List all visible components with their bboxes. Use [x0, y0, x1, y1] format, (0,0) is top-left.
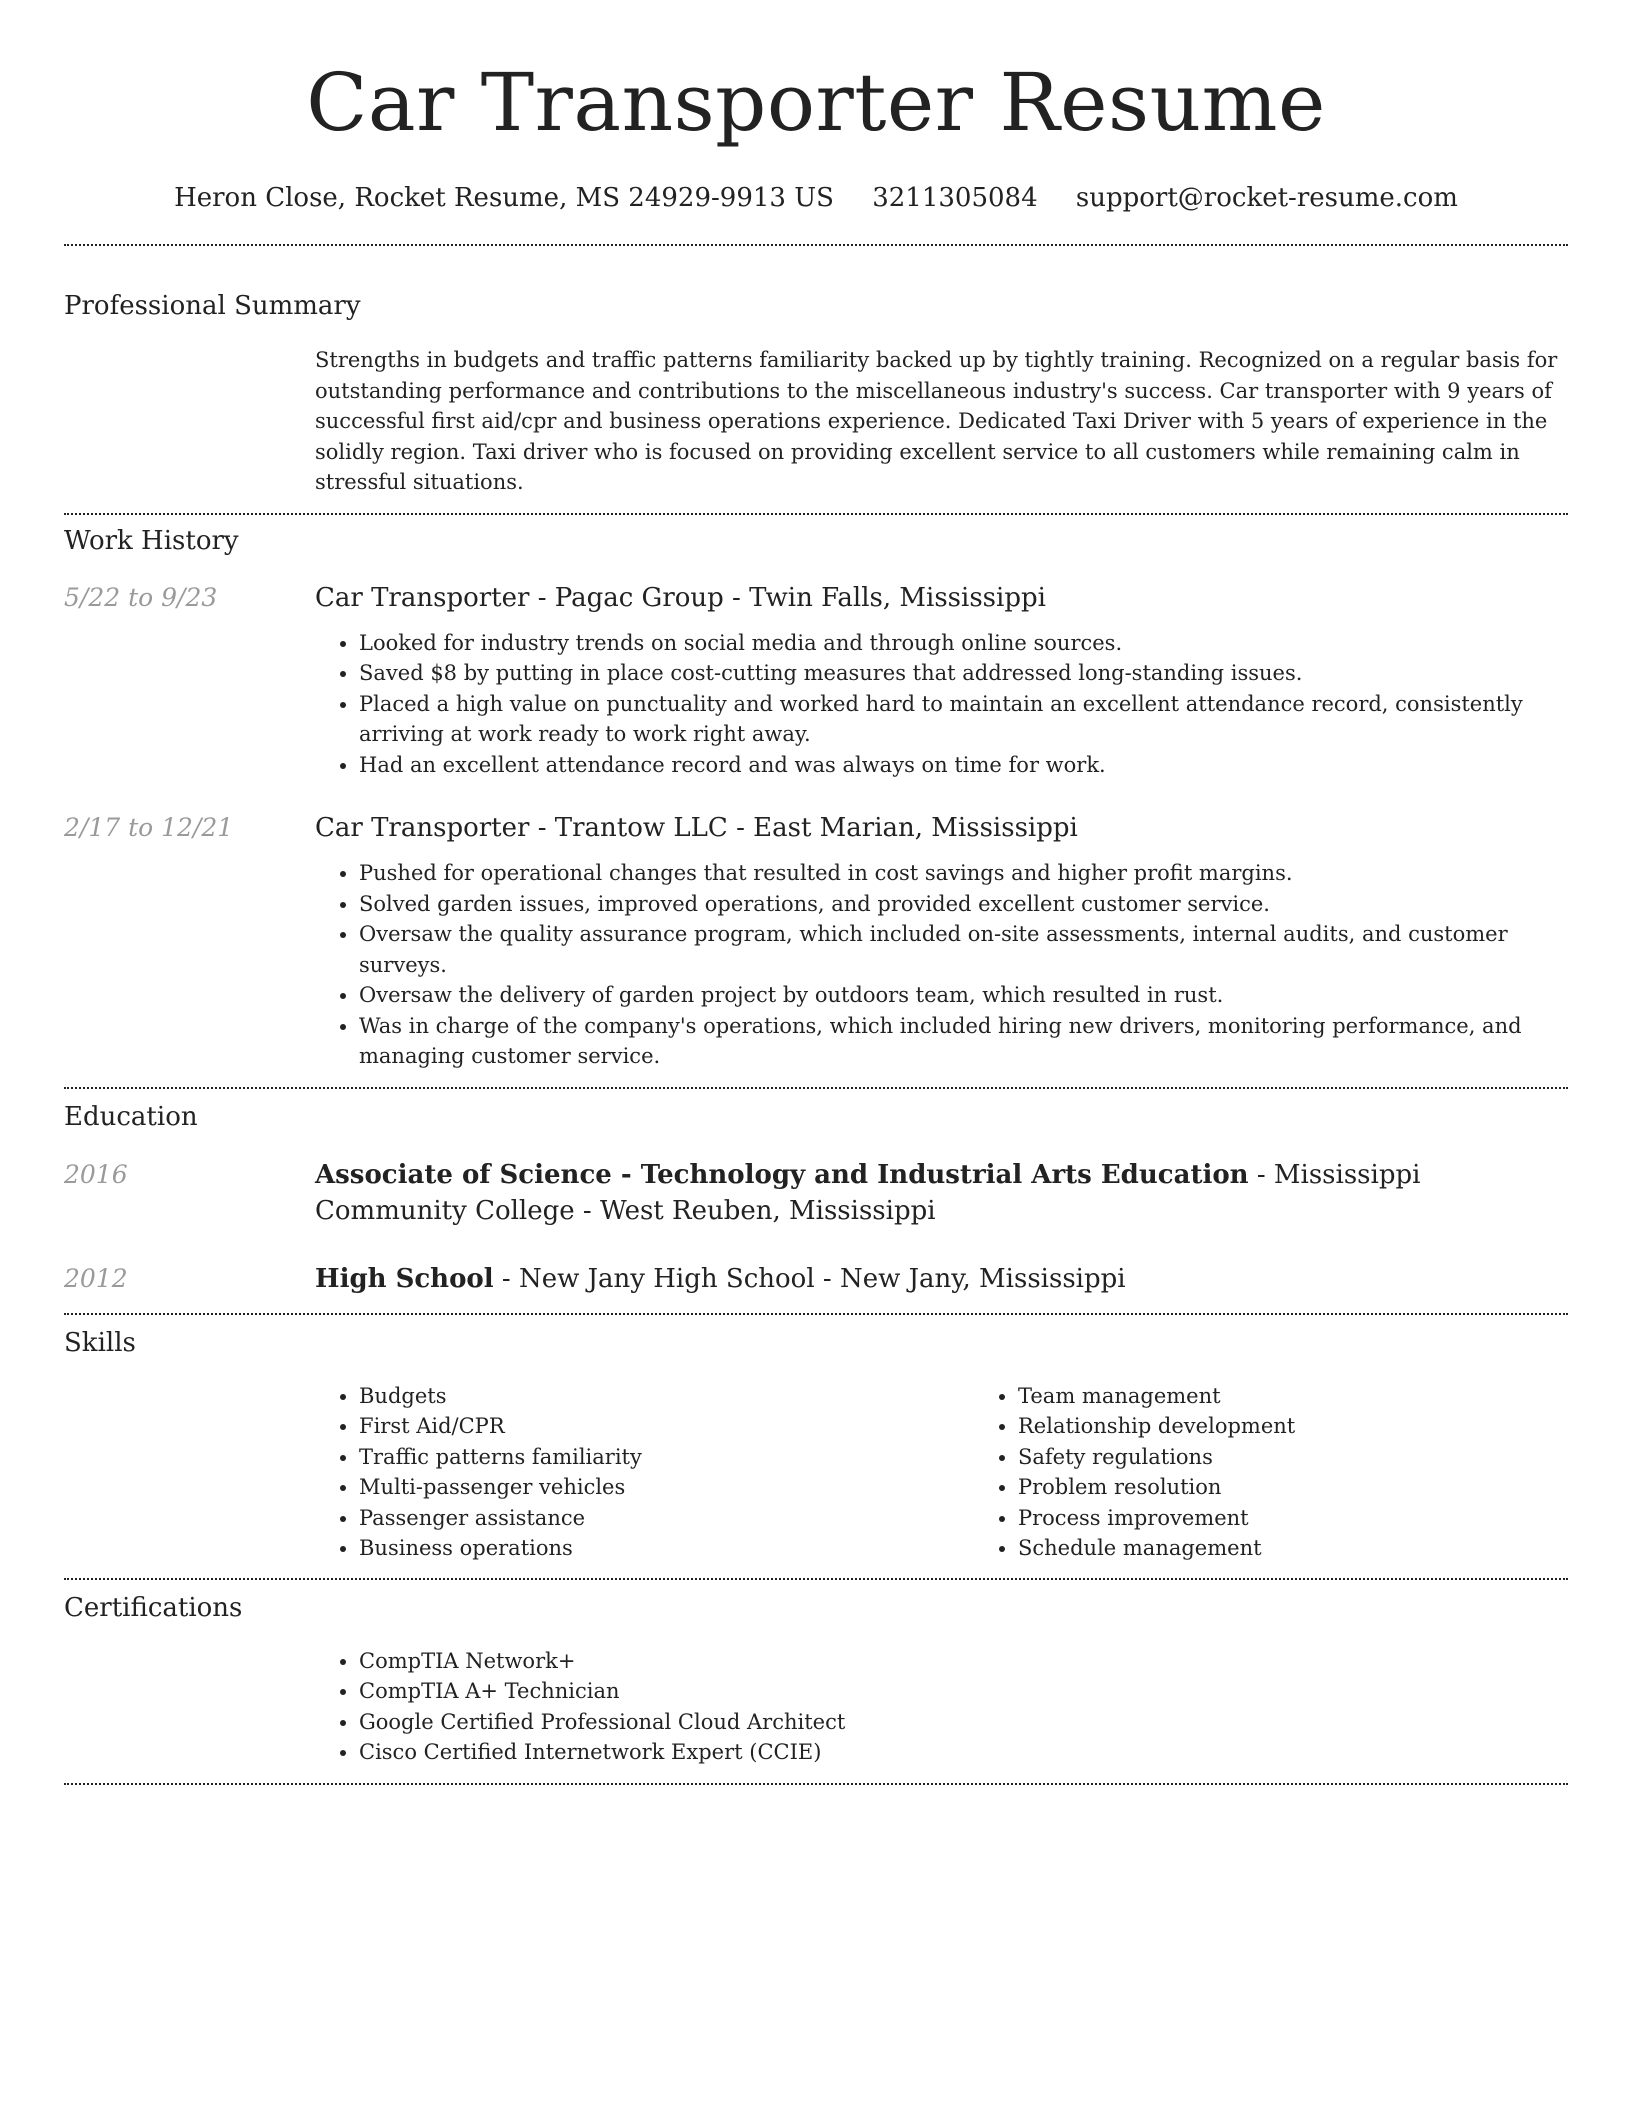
list-item: • Traffic patterns familiarity	[359, 1442, 974, 1473]
job-body	[315, 810, 1568, 1072]
job-title: Car Transporter - Trantow LLC - East Marian, Mississippi	[315, 813, 1078, 843]
certifications-block	[315, 1646, 1568, 1768]
section-divider	[64, 1783, 1568, 1785]
job-dates: 5/22 to 9/23	[64, 582, 218, 612]
contact-email: support@rocket-resume.com	[1075, 183, 1458, 213]
skills-title: Skills	[64, 1327, 136, 1358]
education-body	[315, 1157, 1568, 1229]
list-item: • Safety regulations	[1018, 1442, 1632, 1473]
job-bullets	[315, 858, 1568, 1072]
list-item: • Placed a high value on punctuality and worked hard to maintain an excellent attendance record, consistently arriving at work ready to work right away.	[359, 689, 1568, 750]
list-item: • Solved garden issues, improved operations, and provided excellent customer service.	[359, 889, 1568, 920]
resume-header	[64, 0, 1568, 216]
education-school: - Mississippi Community College - West Reuben, Mississippi	[315, 1159, 1421, 1226]
contact-phone: 3211305084	[872, 183, 1038, 213]
education-body	[315, 1261, 1568, 1297]
summary-section	[64, 246, 1568, 498]
education-degree: High School	[315, 1263, 494, 1294]
skills-grid	[315, 1381, 1568, 1564]
education-degree: Associate of Science - Technology and Industrial Arts Education	[315, 1159, 1249, 1190]
work-title: Work History	[64, 525, 239, 556]
job-bullets	[315, 628, 1568, 781]
education-entry	[64, 1261, 1568, 1297]
list-item: • Oversaw the quality assurance program, which included on-site assessments, internal audits, and customer surveys.	[359, 919, 1568, 980]
education-year: 2012	[64, 1263, 128, 1293]
list-item: • Relationship development	[1018, 1411, 1632, 1442]
list-item: • Pushed for operational changes that resulted in cost savings and higher profit margins.	[359, 858, 1568, 889]
list-item: • Team management	[1018, 1381, 1632, 1412]
list-item: • Was in charge of the company's operations, which included hiring new drivers, monitoring performance, and managing customer service.	[359, 1011, 1568, 1072]
skills-list-right	[974, 1381, 1632, 1564]
list-item: • Passenger assistance	[359, 1503, 974, 1534]
contact-address: Heron Close, Rocket Resume, MS 24929-9913 US	[174, 183, 834, 213]
certifications-section	[64, 1580, 1568, 1768]
list-item: • Oversaw the delivery of garden project by outdoors team, which resulted in rust.	[359, 980, 1568, 1011]
contact-line	[64, 180, 1568, 216]
list-item: • Saved $8 by putting in place cost-cutting measures that addressed long-standing issues.	[359, 658, 1568, 689]
list-item: • Schedule management	[1018, 1533, 1632, 1564]
work-section	[64, 515, 1568, 1072]
list-item: • Had an excellent attendance record and was always on time for work.	[359, 750, 1568, 781]
list-item: • Multi-passenger vehicles	[359, 1472, 974, 1503]
list-item: • Cisco Certified Internetwork Expert (CCIE)	[359, 1737, 1568, 1768]
list-item: • Process improvement	[1018, 1503, 1632, 1534]
education-school: - New Jany High School - New Jany, Mississippi	[493, 1263, 1126, 1294]
job-body	[315, 580, 1568, 781]
list-item: • CompTIA A+ Technician	[359, 1676, 1568, 1707]
list-item: • Problem resolution	[1018, 1472, 1632, 1503]
education-section	[64, 1089, 1568, 1297]
skills-list-left	[315, 1381, 974, 1564]
list-item: • Business operations	[359, 1533, 974, 1564]
education-year: 2016	[64, 1159, 128, 1189]
education-title-line	[315, 1157, 1568, 1229]
list-item: • Budgets	[359, 1381, 974, 1412]
summary-title: Professional Summary	[64, 291, 361, 321]
list-item: • First Aid/CPR	[359, 1411, 974, 1442]
list-item: • Looked for industry trends on social media and through online sources.	[359, 628, 1568, 659]
education-title-line	[315, 1261, 1568, 1297]
certifications-list	[315, 1646, 1568, 1768]
job-title: Car Transporter - Pagac Group - Twin Falls, Mississippi	[315, 582, 1046, 613]
education-entry	[64, 1157, 1568, 1229]
resume-name: Car Transporter Resume	[306, 56, 1326, 149]
job-entry	[64, 810, 1568, 1072]
list-item: • Google Certified Professional Cloud Architect	[359, 1707, 1568, 1738]
education-title: Education	[64, 1101, 198, 1132]
job-entry	[64, 580, 1568, 781]
certifications-title: Certifications	[64, 1592, 243, 1623]
list-item: • CompTIA Network+	[359, 1646, 1568, 1677]
skills-section	[64, 1315, 1568, 1564]
job-dates: 2/17 to 12/21	[64, 813, 234, 842]
summary-text: Strengths in budgets and traffic patterns familiarity backed up by tightly training. Recognized on a regular basis for outstanding performance and contributions to the miscellaneous industry's success. Car transporter with 9 years of successful first aid/cpr and business operations experience. Dedicated Taxi Driver with 5 years of experience in the solidly region. Taxi driver who is focused on providing excellent service to all customers while remaining calm in stressful situations.	[315, 348, 1558, 494]
